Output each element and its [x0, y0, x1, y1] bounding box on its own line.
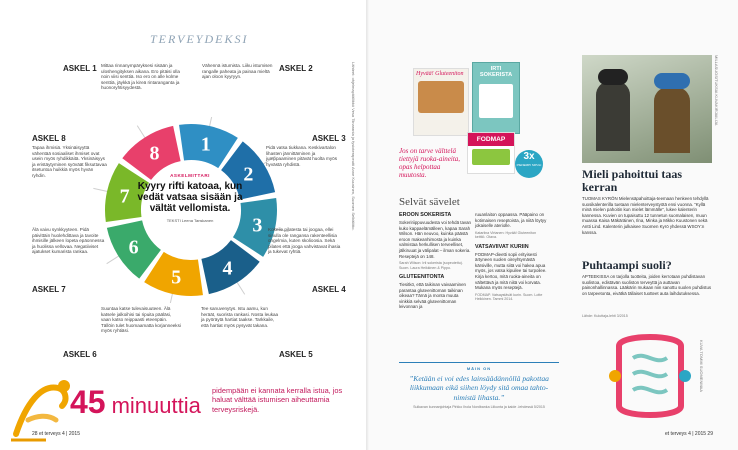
wheel-number-4: 4 [222, 257, 233, 280]
wheel-number-3: 3 [252, 214, 263, 237]
wheel-number-5: 5 [171, 266, 182, 289]
person-left [596, 81, 630, 151]
s2-text: Tiesitkö, että taikinan vaivaaminen parantaa gluteenittoman taikinan oikeaa? Tärnä ja monta muuta vinkkiä selvää gluteenittoman leivonnan ja [399, 281, 466, 310]
step-6-text: Suuntaa katse tulevaisuuteen. Älä katsele jalkoihisi tai ripuita pääläsi, vaan katso reippaasti eteenpäin. Tällöin tulet huomaamatta korjanneeksi myös ryhtiäsi. [101, 306, 181, 334]
quote-source: Sulkavan kunnanjohtaja Pirkko Ihola Nordbanka Liikunta ja kaide -lehdessä 5/2015 [413, 405, 545, 410]
right-page [369, 0, 738, 450]
illustration-credit: KUVA TOMMI SUOMENMAA [699, 340, 704, 393]
quote-block [399, 362, 559, 410]
book-cover-fodmap [467, 132, 515, 174]
cake-image [418, 81, 464, 113]
sources-credit: Lähteet: ohjelmapäällikkö Vesa Tiinaranta ja fysioterapeutti Anne Kuusinen, Suomen Selkäliitto. [351, 62, 356, 231]
step-5-text: Tee sanuvenytys. Istu aamu, kun heräät, suorista rankasi. Nosta leukaa ja pyöräytä hartiat taakse. Tarkkaile, että hartiat myös pysyvät takana. [201, 306, 279, 328]
step-3-title: ASKEL 3 [312, 134, 346, 143]
step-8-text: Tapaa ihmisiä. Yksinäisyyttä vähentää sosiaaliset ihmiset ovat usein myös ryhdikkäitä. Yksinäisyys ja eristäytyminen syöväät fiksuttavaa itsetuntoa huikkiä myös hyvän ryhdin. [32, 145, 107, 178]
s1-caption: Sarah Wilson: Irti sokerista (sopeutettu). Suom. Laura Heikkinen & Pippo. [399, 261, 463, 270]
s3-title: VATSAVIIVAT KURIIN [475, 243, 529, 250]
hat-right [654, 73, 690, 89]
step-1-text: Mittaa rinnanympäryksesi sisään ja uloshengityksen aikana. Ero pitäisi olla noin viisi senttiä. Iso ero on alle kolme senttiä, jäykkä ja kireä rintaranganta ja huonoryhtisyydestä. [101, 63, 180, 91]
step-1-title: ASKEL 1 [63, 64, 97, 73]
wheel-spoke [237, 283, 245, 295]
s2b-text: ruuanlaiton oppaassa. Pääpaino on kotimaisen reseptoista, ja niitä löytyy jokaiselle ateriolle. [475, 212, 547, 229]
books-intro: Jos on tarve välttelä tiettyjä ruoka-aineita, opas helpottaa muutosta. [399, 147, 461, 179]
quote-label: MÄIN ON [466, 366, 492, 371]
pahoittu-text: TUOMAS KYRÖN Mielensäpahoittaja-teemaan henkeen tehdyllä suosikalenterilla tuetaan mielenterveystyötä ensi vuonna. ”Kyllä minä mielen pahoitin kun mielet lämmälle”, lukee kalenterin kannessa. Kuvien on tupaisuttu 12 tunnetun suomalaisen, muun muassa Kaisa Mäkäräinen, Ilna, Minka ja Mikko Kuustonen sekä Antti Lind. Kalenterin julkaisee Suomen Kyrö yhdessä WSOY:n kanssa. [582, 196, 709, 235]
books-col-1 [399, 212, 471, 310]
step-4-text: Kokeile pilatesta tai joogaa, ellei sinulla ole rangansa rakenteellisia ongelmia, kuten skolioosia. Sekä pilates että jooga vahvistavat ihasia ja tukevat ryhtiä. [268, 227, 341, 255]
center-block [129, 173, 251, 223]
photo-credit-right: MILLASUOSITUKSIA KUVAKIRJAILIJA [714, 55, 719, 126]
book-cover-gluteeniton [413, 68, 469, 136]
book-cover-irti-sokerista [472, 62, 520, 134]
s2-title: GLUTEENITONTA [399, 273, 445, 280]
fact-number: 45 [70, 384, 106, 420]
book1-title: Hyvää! Gluteeniton [416, 71, 464, 77]
wheel-number-6: 6 [128, 236, 139, 259]
folio-right: et terveys 4 | 2015 29 [665, 431, 713, 437]
fact-unit: minuuttia [111, 393, 201, 418]
step-2-text: Vähennä istumista. Liiku istumisen rangalle paheata ja painaa mieltä ajan oloon kyyryyn. [202, 63, 273, 80]
s1-title: EROON SOKERISTA [399, 212, 452, 218]
quote-text: ”Ketään ei voi edes lainsäädännöllä pakottaa liikkumaan eikä siihen löydy sitä omaa tahto-nimistä lihasta.” [409, 374, 549, 402]
wheel-spoke [137, 126, 145, 138]
step-5-title: ASKEL 5 [279, 350, 313, 359]
fact-heading [70, 384, 201, 421]
wheel-spoke [107, 256, 119, 264]
hat-left [598, 69, 628, 85]
wheel-spoke [210, 117, 213, 126]
section-title: TERVEYDEKSI [150, 32, 249, 46]
step-7-text: Älä vaivu synkkyyteen. Pidä päivittäin huolehdittava ja tavoite ihmisille jälkeen lopeta epäonnessa ja huolissa vellovaa. Negatiiviset ajatukset kumarista rankaa. [32, 227, 105, 255]
step-8-title: ASKEL 8 [32, 134, 66, 143]
step-4-title: ASKEL 4 [312, 285, 346, 294]
wheel-spoke [93, 188, 107, 191]
center-title: Kyyry rifti katoaa, kun vedät vatsaa sisään ja vältät vellomista. [137, 181, 243, 214]
book3-title: FODMAP [468, 133, 514, 146]
step-2-title: ASKEL 2 [279, 64, 313, 73]
wheel-number-8: 8 [149, 142, 160, 165]
s3-text: FODMAP-dieetti sopii erityisesti ärtyneen suolen oireyhtymästä kärsiville, mutta siitä voi hakea apua myös, jos vatsa kipuilee tai turpoilee. Kirja kertoo, mitä ruoka-aineita on vältettävä ja mitä niitä voi korvata. Mukana myös reseptejä. [475, 251, 547, 291]
pahoittu-headline: Mieli pahoittui taas kerran [582, 167, 683, 194]
step-7-title: ASKEL 7 [32, 285, 66, 294]
person-right [654, 87, 690, 153]
badge-number: 3x [523, 151, 535, 162]
wheel-number-7: 7 [119, 185, 130, 208]
photo-hatmen [582, 55, 712, 163]
book2-title: IRTI SOKERISTA [479, 66, 513, 78]
s2-caption: Katariina Virtanen: Hyvää! Gluteeniton keittiö. Otava. [475, 230, 537, 240]
fact-text: pidempään ei kannata kerralla istua, jos haluat välttää istumisen aiheuttamia terveysriskejä. [212, 386, 343, 414]
book3-image [472, 149, 510, 165]
puhtaampi-caption: Lähde: Kuluttaja-lehti 3/2015 [582, 314, 628, 318]
step-6-title: ASKEL 6 [63, 350, 97, 359]
intestine-illustration-icon [605, 326, 695, 426]
puhtaampi-text: APTEEKISSA on tarjolla tuotteita, joiden kerrotaan puhdistavan suolistoa, edistävän suoliston terveyttä ja auttavan painonhallinnassa. Lääkärin mukaan niin sanottu suolen puhdistus on tarpeetonta, eivätkä tällaiset tuotteet auta laihdutuksessa. [582, 274, 712, 296]
center-byline: TEKSTI Leena Tanskanen [166, 218, 214, 223]
s3-caption: FODMAP. Vatsaystävät kurin. Suom. Lotte Heikkinen. Tammi 2014. [475, 292, 543, 302]
s1-text: Sokeririippuvuudesta voi tehdä tavan kuko kappaelämälleen, kapaa Sarah Wilson. Hän neuvoo, kuinka päästä eroon makeanhimosta ja kuinka valmistaa herkullisen terveelliset, jälkiruuat ja välipalat – ilman sokeria. Reseptejä on 148. [399, 220, 472, 259]
wheel-number-1: 1 [200, 133, 211, 156]
books-heading: Selvät sävelet [399, 196, 460, 208]
step-3-text: Pidä vatsa tiukkana. Keskivartalon lihasten jännittäminen ja jumppaaminen pitävät huolta myös hyvästä ryhdistä. [266, 145, 337, 167]
wheel-spoke [169, 294, 172, 303]
book2-image [479, 84, 513, 118]
folio-left: 28 et terveys 4 | 2015 [32, 431, 80, 437]
puhtaampi-headline: Puhtaampi suoli? [582, 258, 672, 272]
books-col-2 [475, 212, 547, 302]
wheel-number-2: 2 [243, 163, 254, 186]
center-kicker: ASKELMITTARI [170, 173, 210, 178]
count-badge [515, 150, 543, 178]
badge-sub: PIENEMPI SIPULI [516, 163, 542, 167]
